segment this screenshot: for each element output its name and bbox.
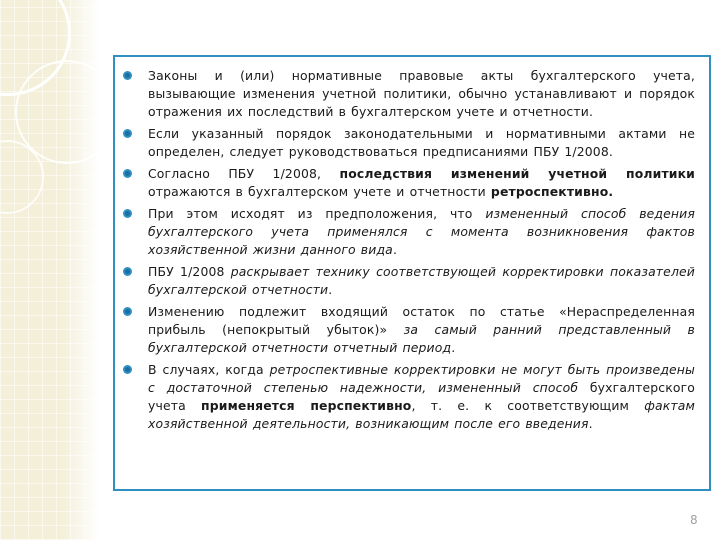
bullet-icon [123,365,132,374]
text-run: При этом исходят из предположения, что [148,206,486,221]
italic-text: за самый ранний представленный в бухгалтерской отчетности отчетный период [148,322,695,355]
text-run: В случаях, когда [148,362,270,377]
text-run: Изменению подлежит входящий остаток по статье «Нераспределенная прибыль (непокрытый убыток)» [148,304,695,337]
bullet-icon [123,267,132,276]
bold-text: ретроспективно. [490,184,614,199]
italic-text: измененный способ ведения бухгалтерского учета применялся с момента возникновения фактов хозяйственной жизни данного вида [148,206,695,257]
bullet-item-opening-balance [123,303,695,357]
bullet-item-laws [123,67,695,121]
bullet-icon [123,129,132,138]
text-run: Законы и (или) нормативные правовые акты бухгалтерского учета, вызывающие изменения учетной политики, обычно устанавливают и порядок отражения их последствий в бухгалтерском учете и отчетности. [148,68,695,119]
bullet-icon [123,209,132,218]
italic-text: раскрывает технику соответствующей корректировки показателей бухгалтерской отчетности [148,264,695,297]
text-run: . [328,282,333,297]
text-run: . [392,242,398,257]
bold-text: применяется перспективно [201,398,412,413]
bullet-item-retrospective [123,165,695,201]
bullet-icon [123,71,132,80]
bullet-list [123,67,695,433]
text-run: бухгалтерского учета [148,380,695,413]
text-run: ПБУ 1/2008 [148,264,231,279]
page-number: 8 [690,513,698,527]
decorative-background-strip [0,0,100,540]
bullet-icon [123,307,132,316]
bullet-item-pbu-default [123,125,695,161]
text-run: Если указанный порядок законодательными и нормативными актами не определен, следует руководствоваться предписаниями ПБУ 1/2008. [148,126,695,159]
italic-text: ретроспективные корректировки не могут быть произведены с достаточной степенью надежности, измененный способ [148,362,695,395]
text-run: , т. е. к соответствующим [411,398,645,413]
text-run: отражаются в бухгалтерском учете и отчетности [148,184,491,199]
content-box [113,55,711,491]
bullet-item-technique [123,263,695,299]
bullet-icon [123,169,132,178]
bullet-item-prospective [123,361,695,433]
italic-text: фактам хозяйственной деятельности, возникающим после его введения [148,398,695,431]
bullet-item-assumption [123,205,695,259]
text-run: . [451,340,456,355]
text-run: Согласно ПБУ 1/2008, [148,166,340,181]
text-run: . [588,416,593,431]
bold-text: последствия изменений учетной политики [339,166,695,181]
